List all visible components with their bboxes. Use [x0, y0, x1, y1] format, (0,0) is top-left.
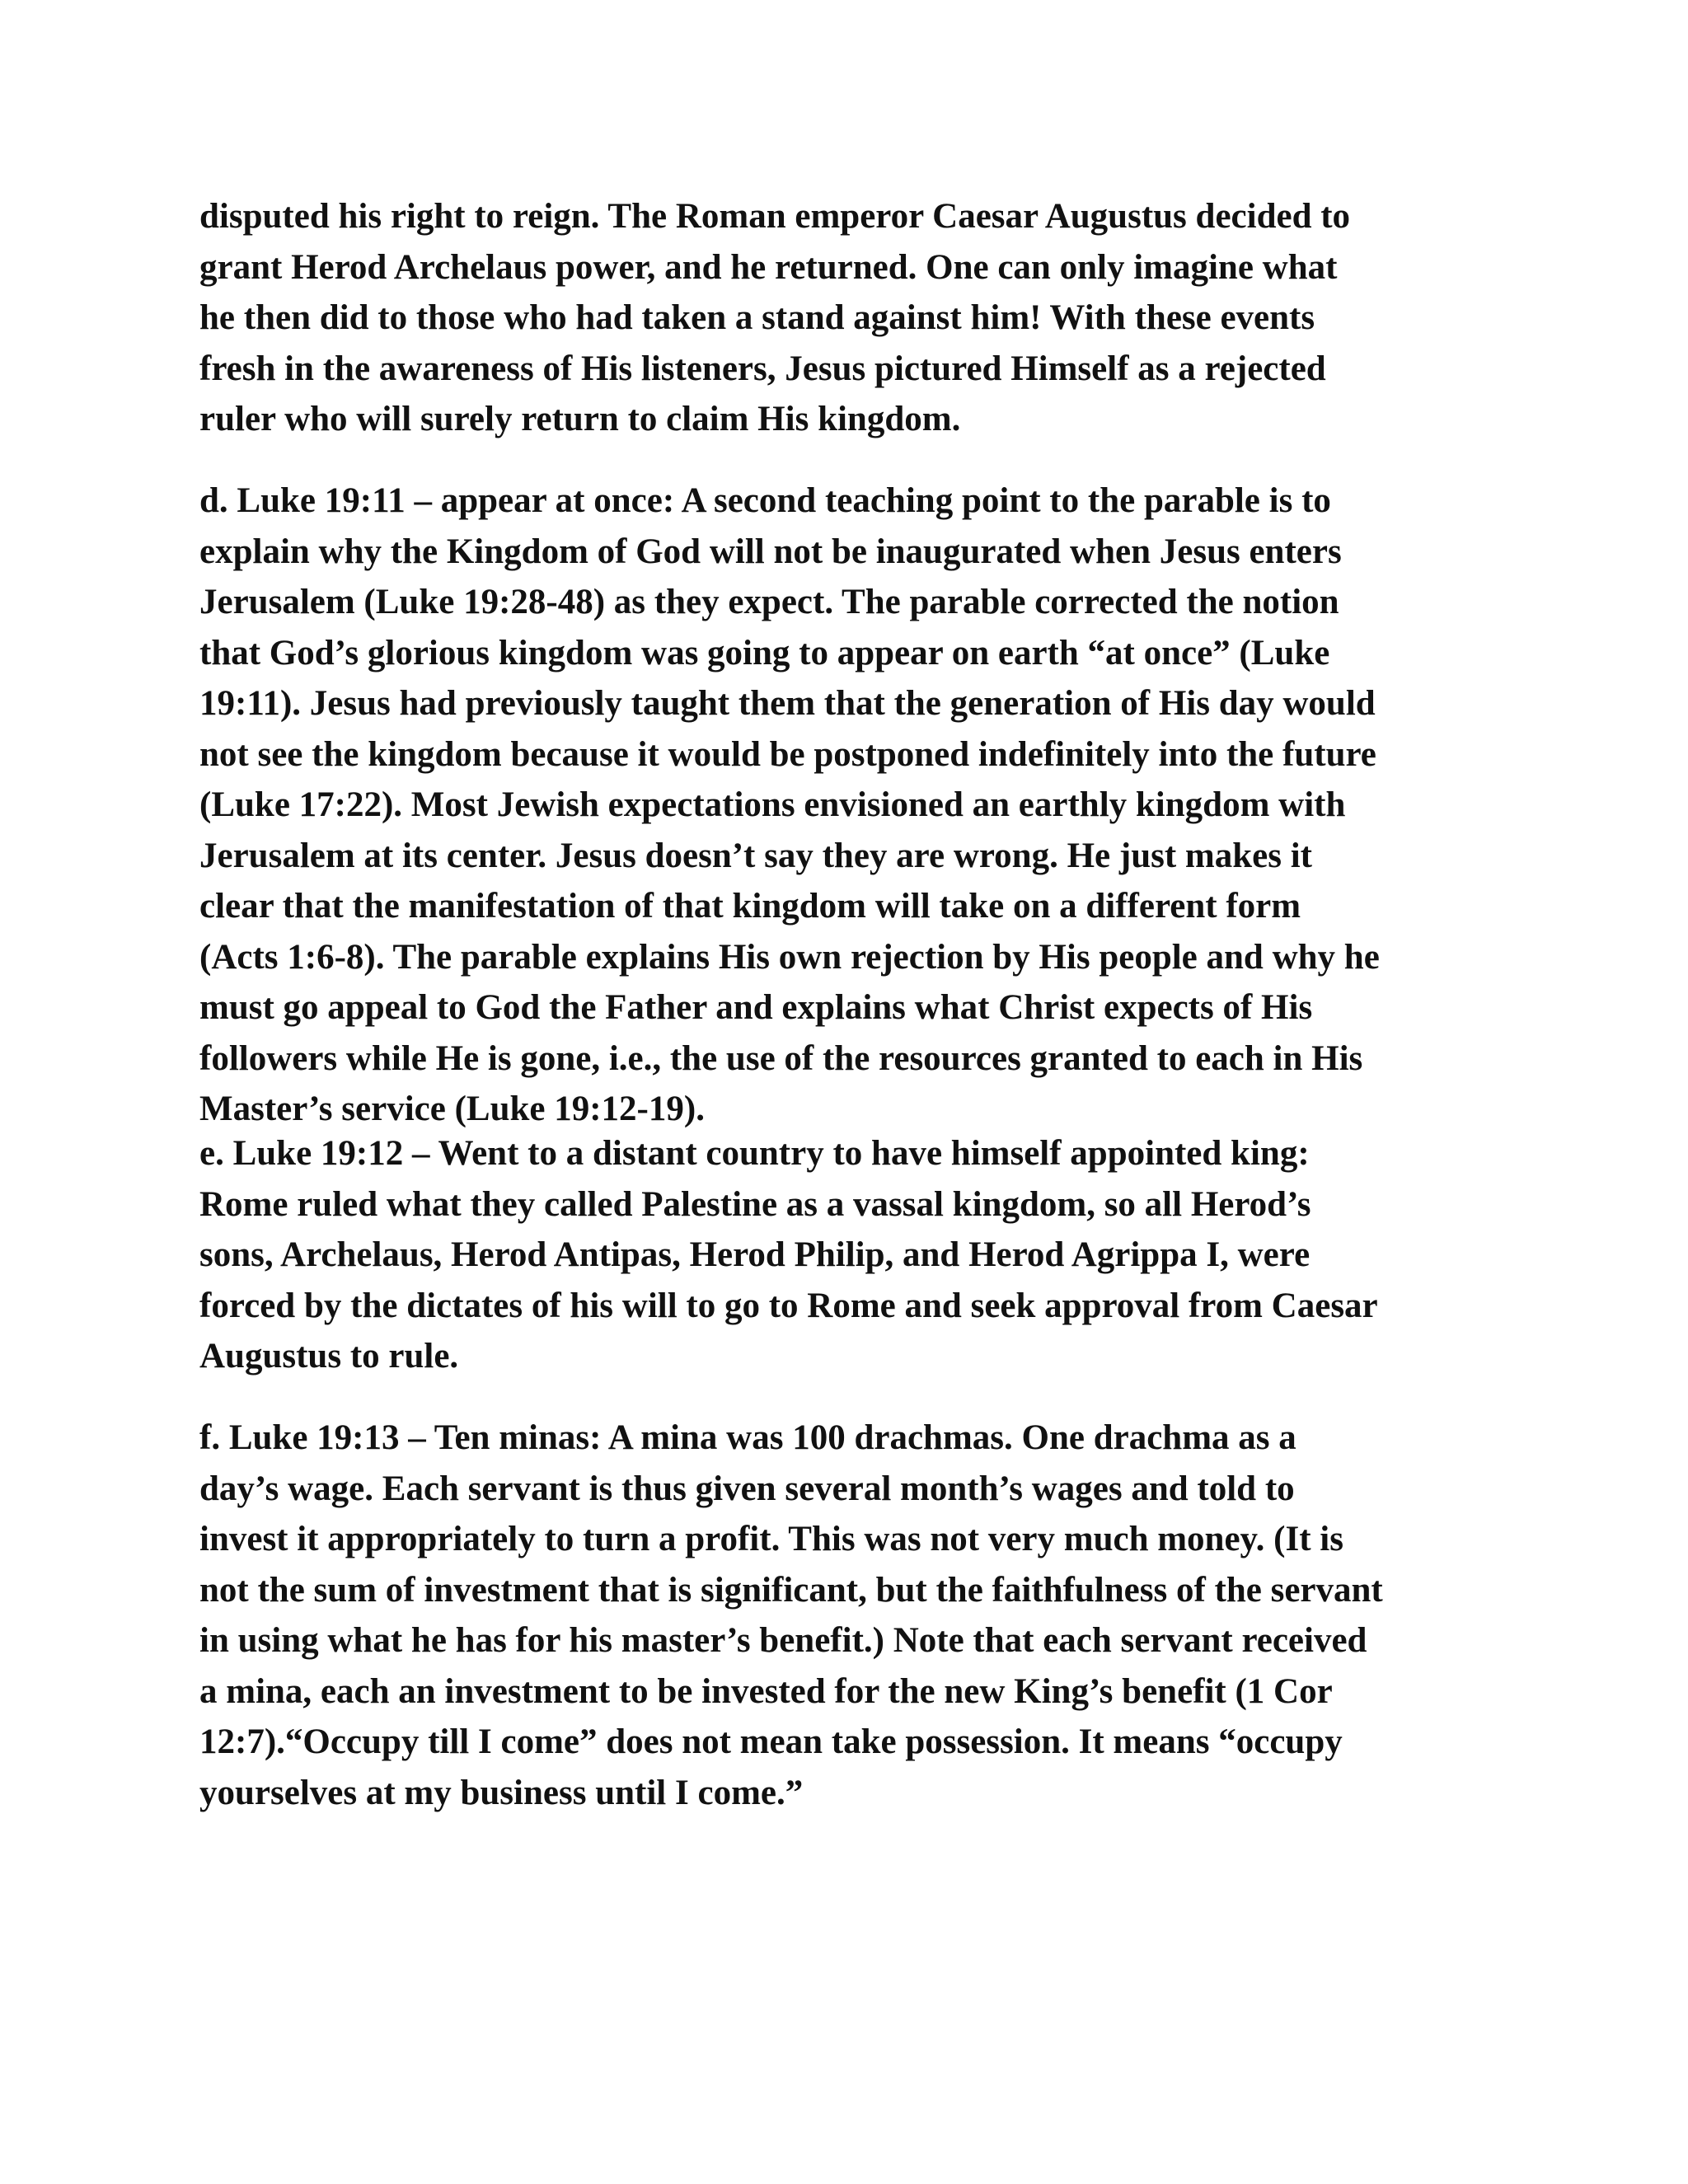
text-line: Master’s service (Luke 19:12-19).: [199, 1090, 705, 1128]
text-line: (Luke 17:22). Most Jewish expectations envisioned an earthly kingdom with: [199, 785, 1346, 824]
text-line: not the sum of investment that is significant, but the faithfulness of the servant: [199, 1570, 1383, 1610]
text-line: yourselves at my business until I come.”: [199, 1773, 804, 1812]
text-line: in using what he has for his master’s benefit.) Note that each servant received: [199, 1621, 1367, 1660]
text-line: Jerusalem at its center. Jesus doesn’t say they are wrong. He just makes it: [199, 836, 1312, 875]
text-line: 12:7).“Occupy till I come” does not mean take possession. It means “occupy: [199, 1722, 1343, 1761]
text-line: sons, Archelaus, Herod Antipas, Herod Philip, and Herod Agrippa I, were: [199, 1235, 1311, 1274]
text-line: grant Herod Archelaus power, and he returned. One can only imagine what: [199, 247, 1338, 287]
paragraph-continuation: [199, 191, 1502, 445]
text-line: a mina, each an investment to be invested for the new King’s benefit (1 Cor: [199, 1671, 1333, 1711]
text-line: invest it appropriately to turn a profit. This was not very much money. (It is: [199, 1520, 1343, 1558]
text-line: explain why the Kingdom of God will not be inaugurated when Jesus enters: [199, 532, 1342, 571]
paragraph-item-f: [199, 1413, 1502, 1818]
paragraph-item-e: [199, 1128, 1502, 1382]
text-line: ruler who will surely return to claim His kingdom.: [199, 400, 961, 438]
text-line: fresh in the awareness of His listeners, Jesus pictured Himself as a rejected: [199, 349, 1326, 388]
text-line: he then did to those who had taken a stand against him! With these events: [199, 298, 1315, 337]
text-line: Jerusalem (Luke 19:28-48) as they expect. The parable corrected the notion: [199, 583, 1339, 621]
text-line: (Acts 1:6-8). The parable explains His own rejection by His people and why he: [199, 937, 1380, 977]
text-line: e. Luke 19:12 – Went to a distant country to have himself appointed king:: [199, 1134, 1310, 1173]
text-line: Rome ruled what they called Palestine as a vassal kingdom, so all Herod’s: [199, 1184, 1311, 1224]
text-line: day’s wage. Each servant is thus given several month’s wages and told to: [199, 1469, 1295, 1508]
text-line: followers while He is gone, i.e., the use of the resources granted to each in His: [199, 1038, 1363, 1078]
text-line: 19:11). Jesus had previously taught them that the generation of His day would: [199, 684, 1376, 723]
text-line: must go appeal to God the Father and explains what Christ expects of His: [199, 988, 1313, 1027]
text-line: d. Luke 19:11 – appear at once: A second teaching point to the parable is to: [199, 481, 1331, 520]
text-line: disputed his right to reign. The Roman emperor Caesar Augustus decided to: [199, 197, 1351, 236]
text-line: Augustus to rule.: [199, 1337, 459, 1376]
text-line: clear that the manifestation of that kingdom will take on a different form: [199, 887, 1301, 926]
text-line: forced by the dictates of his will to go to Rome and seek approval from Caesar: [199, 1286, 1378, 1325]
text-line: f. Luke 19:13 – Ten minas: A mina was 100 drachmas. One drachma as a: [199, 1418, 1296, 1457]
paragraph-item-d: [199, 476, 1502, 1135]
text-line: not see the kingdom because it would be postponed indefinitely into the future: [199, 734, 1376, 774]
text-line: that God’s glorious kingdom was going to appear on earth “at once” (Luke: [199, 633, 1330, 673]
